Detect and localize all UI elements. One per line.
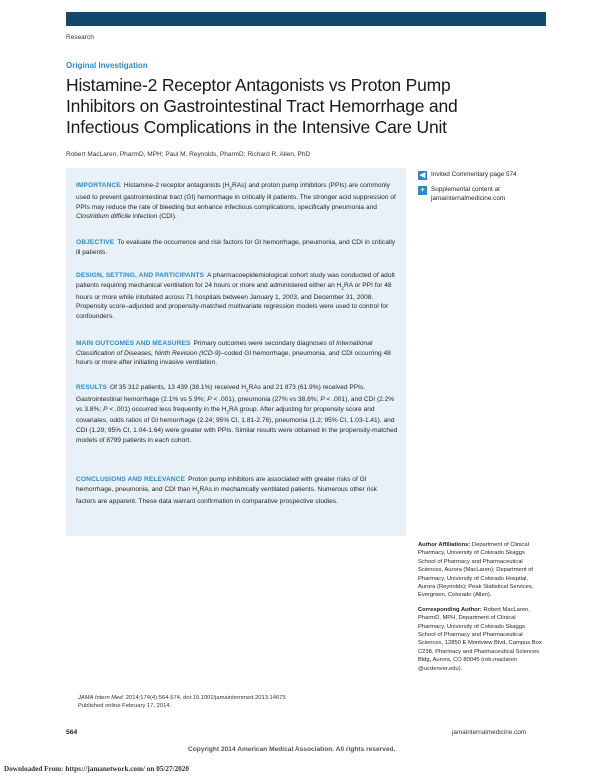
journal-website: jamainternalmedicine.com [452, 729, 527, 736]
abstract-outcomes: MAIN OUTCOMES AND MEASURES Primary outcomes were secondary diagnoses of International Classification of Diseases, Ninth Revision (ICD-9)–coded GI hemorrhage, pneumonia, and CDI occurring 48 hours or more after initiating invasive ventilation. [76, 340, 391, 367]
objective-heading: OBJECTIVE [76, 239, 115, 246]
citation-block: JAMA Intern Med. 2014;174(4):564-574. doi:10.1001/jamainternmed.2013.14673 Published online February 17, 2014. [78, 695, 286, 710]
author-affiliations: Author Affiliations: Department of Clinical Pharmacy, University of Colorado Skaggs School of Pharmacy and Pharmaceutical Sciences, Aurora (MacLaren); Department of Pharmacy, University of Colorado Hospital, Aurora (Reynolds); Peak Statistical Services, Evergreen, Colorado (Allen). Corresponding Author: Robert MacLaren, PharmD, MPH, Department of Clinical Pharmacy, University of Colorado Skaggs School of Pharmacy and Pharmaceutical Sciences, 12850 E Montview Blvd, Campus Box C238, Pharmacy and Pharmaceutical Sciences Bldg, Aurora, CO 80045 (rob.maclaren @ucdenver.edu). [418, 541, 544, 673]
supplemental-content-link[interactable] [418, 186, 558, 206]
plus-icon: + [418, 186, 427, 195]
conclusions-heading: CONCLUSIONS AND RELEVANCE [76, 476, 186, 483]
section-label: Research [66, 34, 94, 41]
affiliations-heading: Author Affiliations: [418, 542, 471, 548]
results-heading: RESULTS [76, 384, 107, 391]
author-list: Robert MacLaren, PharmD, MPH; Paul M. Reynolds, PharmD; Richard R. Allen, PhD [66, 151, 311, 158]
importance-heading: IMPORTANCE [76, 182, 121, 189]
journal-abbrev: JAMA Intern Med. [78, 695, 125, 701]
article-title: Histamine-2 Receptor Antagonists vs Proton Pump Inhibitors on Gastrointestinal Tract Hemorrhage and Infectious Complications in the Intensive Care Unit [66, 75, 458, 137]
page-number: 564 [66, 729, 78, 736]
corresponding-author: Corresponding Author: Robert MacLaren, PharmD, MPH, Department of Clinical Pharmacy, University of Colorado Skaggs School of Pharmacy and Pharmaceutical Sciences, 12850 E Montview Blvd, Campus Box C238, Pharmacy and Pharmaceutical Sciences Bldg, Aurora, CO 80045 (rob.maclaren @ucdenver.edu). [418, 606, 542, 672]
outcomes-heading: MAIN OUTCOMES AND MEASURES [76, 340, 191, 347]
copyright-notice: Copyright 2014 American Medical Association. All rights reserved. [188, 746, 396, 753]
abstract-box [66, 168, 406, 536]
abstract-conclusions: CONCLUSIONS AND RELEVANCE Proton pump inhibitors are associated with greater risks of GI hemorrhage, pneumonia, and CDI than $H_2RAs$ in mechanically ventilated patients. Numerous other risk factors are apparent. These data warrant confirmation in comparative prospective studies. [76, 476, 377, 505]
download-notice: Downloaded From: https://jamanetwork.com/ on 05/27/2020 [4, 765, 189, 773]
article-type-label: Original Investigation [66, 61, 148, 70]
published-date: Published online February 17, 2014. [78, 703, 172, 710]
invited-commentary-label: Invited Commentary page 574 [431, 171, 517, 178]
design-heading: DESIGN, SETTING, AND PARTICIPANTS [76, 272, 205, 279]
invited-commentary-link[interactable] [418, 171, 558, 183]
back-arrow-icon: ◀ [419, 172, 426, 179]
abstract-design: DESIGN, SETTING, AND PARTICIPANTS A pharmacoepidemiological cohort study was conducted of adult patients requiring mechanical ventilation for 24 hours or more and administered either an $H_2RA$ or PPI for 48 hours or more while intubated across 71 hospitals between January 1, 2003, and December 31, 2008. Propensity score–adjusted and propensity-matched multivariate regression models were used to control for confounders. [76, 272, 395, 320]
abstract-results: RESULTS Of 35 312 patients, 13 439 (38.1%) received $H_2RAs$ and 21 873 (61.9%) received PPIs. Gastrointestinal hemorrhage (2.1% vs 5.9%; P < .001), pneumonia (27% vs 38.6%; P < .001), and CDI (2.2% vs 3.8%; P < .001) occurred less frequently in the $H_2RA$ group. After adjusting for propensity score and covariates, odds ratios of GI hemorrhage (2.24; 95% CI, 1.81-2.76), pneumonia (1.2; 95% CI, 1.03-1.41), and CDI (1.29; 95% CI, 1.04-1.64) were greater with PPIs. Similar results were obtained in the propensity-matched models of 8799 patients in each cohort. [76, 384, 398, 444]
corresponding-heading: Corresponding Author: [418, 606, 482, 613]
journal-header-bar [66, 12, 546, 26]
abstract-importance: IMPORTANCE Histamine-2 receptor antagonists $(H_2RAs)$ and proton pump inhibitors (PPIs) are commonly used to prevent gastrointestinal tract (GI) hemorrhage in critically ill patients. The stronger acid suppression of PPIs may reduce the rate of bleeding but enhance infectious complications, specifically pneumonia and Clostridium difficile infection (CDI). [76, 182, 396, 221]
abstract-objective: OBJECTIVE To evaluate the occurrence and risk factors for GI hemorrhage, pneumonia, and CDI in critically ill patients. [76, 239, 396, 256]
supplemental-content-label: Supplemental content at jamainternalmedicine.com [431, 186, 506, 202]
